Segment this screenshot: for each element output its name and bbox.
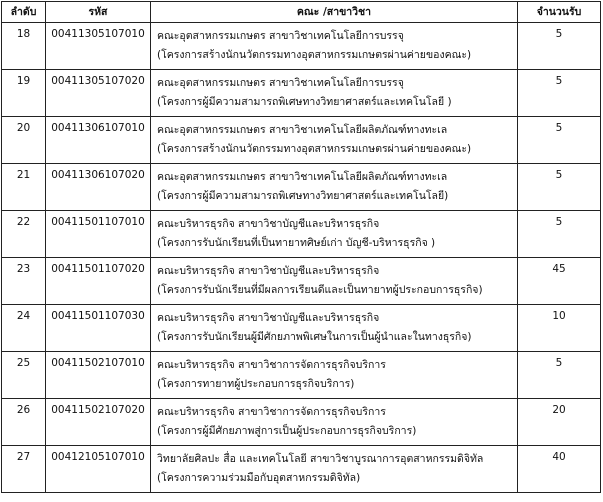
row-no: 21 — [2, 164, 46, 211]
row-project: (โครงการทายาทผู้ประกอบการธุรกิจบริการ) — [157, 378, 355, 390]
header-code: รหัส — [46, 2, 151, 23]
row-project: (โครงการรับนักเรียนที่เป็นทายาทศิษย์เก่า บัญชี-บริหารธุรกิจ ) — [157, 237, 436, 249]
row-faculty-major: คณะบริหารธุรกิจ สาขาวิชาบัญชีและบริหารธุรกิจ — [157, 265, 380, 277]
row-faculty — [151, 117, 518, 164]
row-project: (โครงการผู้มีความสามารถพิเศษทางวิทยาศาสตร์และเทคโนโลยี ) — [157, 96, 452, 108]
row-quota: 40 — [518, 446, 601, 493]
row-code: 00411501107020 — [46, 258, 151, 305]
row-code: 00411306107020 — [46, 164, 151, 211]
table-row — [2, 117, 601, 164]
row-faculty-major: คณะบริหารธุรกิจ สาขาวิชาบัญชีและบริหารธุรกิจ — [157, 312, 380, 324]
table-row — [2, 399, 601, 446]
row-faculty-major: คณะอุตสาหกรรมเกษตร สาขาวิชาเทคโนโลยีผลิตภัณฑ์ทางทะเล — [157, 171, 448, 183]
row-no: 25 — [2, 352, 46, 399]
row-code: 00411501107030 — [46, 305, 151, 352]
row-code: 00411502107010 — [46, 352, 151, 399]
row-quota: 5 — [518, 164, 601, 211]
admission-quota-table — [1, 1, 601, 493]
row-faculty-major: คณะอุตสาหกรรมเกษตร สาขาวิชาเทคโนโลยีผลิตภัณฑ์ทางทะเล — [157, 124, 448, 136]
row-faculty — [151, 446, 518, 493]
row-faculty-major: คณะบริหารธุรกิจ สาขาวิชาการจัดการธุรกิจบริการ — [157, 406, 386, 418]
row-faculty — [151, 70, 518, 117]
row-faculty-major: คณะอุตสาหกรรมเกษตร สาขาวิชาเทคโนโลยีการบรรจุ — [157, 77, 404, 89]
row-faculty-major: คณะบริหารธุรกิจ สาขาวิชาการจัดการธุรกิจบริการ — [157, 359, 386, 371]
row-faculty-major: วิทยาลัยศิลปะ สื่อ และเทคโนโลยี สาขาวิชาบูรณาการอุตสาหกรรมดิจิทัล — [157, 453, 484, 465]
row-quota: 5 — [518, 23, 601, 70]
row-no: 26 — [2, 399, 46, 446]
row-no: 22 — [2, 211, 46, 258]
table-row — [2, 258, 601, 305]
row-faculty — [151, 399, 518, 446]
row-code: 00411305107020 — [46, 70, 151, 117]
row-no: 24 — [2, 305, 46, 352]
row-faculty — [151, 164, 518, 211]
header-no: ลำดับ — [2, 2, 46, 23]
row-no: 27 — [2, 446, 46, 493]
row-faculty — [151, 23, 518, 70]
row-project: (โครงการรับนักเรียนที่มีผลการเรียนดีและเป็นทายาทผู้ประกอบการธุรกิจ) — [157, 284, 483, 296]
row-no: 20 — [2, 117, 46, 164]
row-project: (โครงการสร้างนักนวัตกรรมทางอุตสาหกรรมเกษตรผ่านค่ายของคณะ) — [157, 49, 472, 61]
row-code: 00411306107010 — [46, 117, 151, 164]
row-project: (โครงการผู้มีศักยภาพสู่การเป็นผู้ประกอบการธุรกิจบริการ) — [157, 425, 417, 437]
row-faculty — [151, 211, 518, 258]
row-no: 19 — [2, 70, 46, 117]
row-faculty-major: คณะบริหารธุรกิจ สาขาวิชาบัญชีและบริหารธุรกิจ — [157, 218, 380, 230]
row-code: 00411502107020 — [46, 399, 151, 446]
row-code: 00411501107010 — [46, 211, 151, 258]
row-project: (โครงการผู้มีความสามารถพิเศษทางวิทยาศาสตร์และเทคโนโลยี) — [157, 190, 449, 202]
row-project: (โครงการสร้างนักนวัตกรรมทางอุตสาหกรรมเกษตรผ่านค่ายของคณะ) — [157, 143, 472, 155]
row-quota: 45 — [518, 258, 601, 305]
header-faculty: คณะ /สาขาวิชา — [151, 2, 518, 23]
row-faculty-major: คณะอุตสาหกรรมเกษตร สาขาวิชาเทคโนโลยีการบรรจุ — [157, 30, 404, 42]
row-quota: 5 — [518, 117, 601, 164]
row-project: (โครงการรับนักเรียนผู้มีศักยภาพพิเศษในการเป็นผู้นำและในทางธุรกิจ) — [157, 331, 472, 343]
row-quota: 5 — [518, 211, 601, 258]
table-row — [2, 305, 601, 352]
table-row — [2, 352, 601, 399]
row-no: 18 — [2, 23, 46, 70]
row-no: 23 — [2, 258, 46, 305]
row-faculty — [151, 305, 518, 352]
row-code: 00411305107010 — [46, 23, 151, 70]
table-row — [2, 211, 601, 258]
row-project: (โครงการความร่วมมือกับอุตสาหกรรมดิจิทัล) — [157, 472, 361, 484]
row-faculty — [151, 258, 518, 305]
row-faculty — [151, 352, 518, 399]
row-code: 00412105107010 — [46, 446, 151, 493]
header-quota: จำนวนรับ — [518, 2, 601, 23]
row-quota: 5 — [518, 70, 601, 117]
row-quota: 5 — [518, 352, 601, 399]
table-row — [2, 164, 601, 211]
table-header-row — [2, 2, 601, 23]
table-row — [2, 23, 601, 70]
admission-quota-table-container — [1, 1, 600, 493]
table-row — [2, 446, 601, 493]
row-quota: 20 — [518, 399, 601, 446]
row-quota: 10 — [518, 305, 601, 352]
table-row — [2, 70, 601, 117]
